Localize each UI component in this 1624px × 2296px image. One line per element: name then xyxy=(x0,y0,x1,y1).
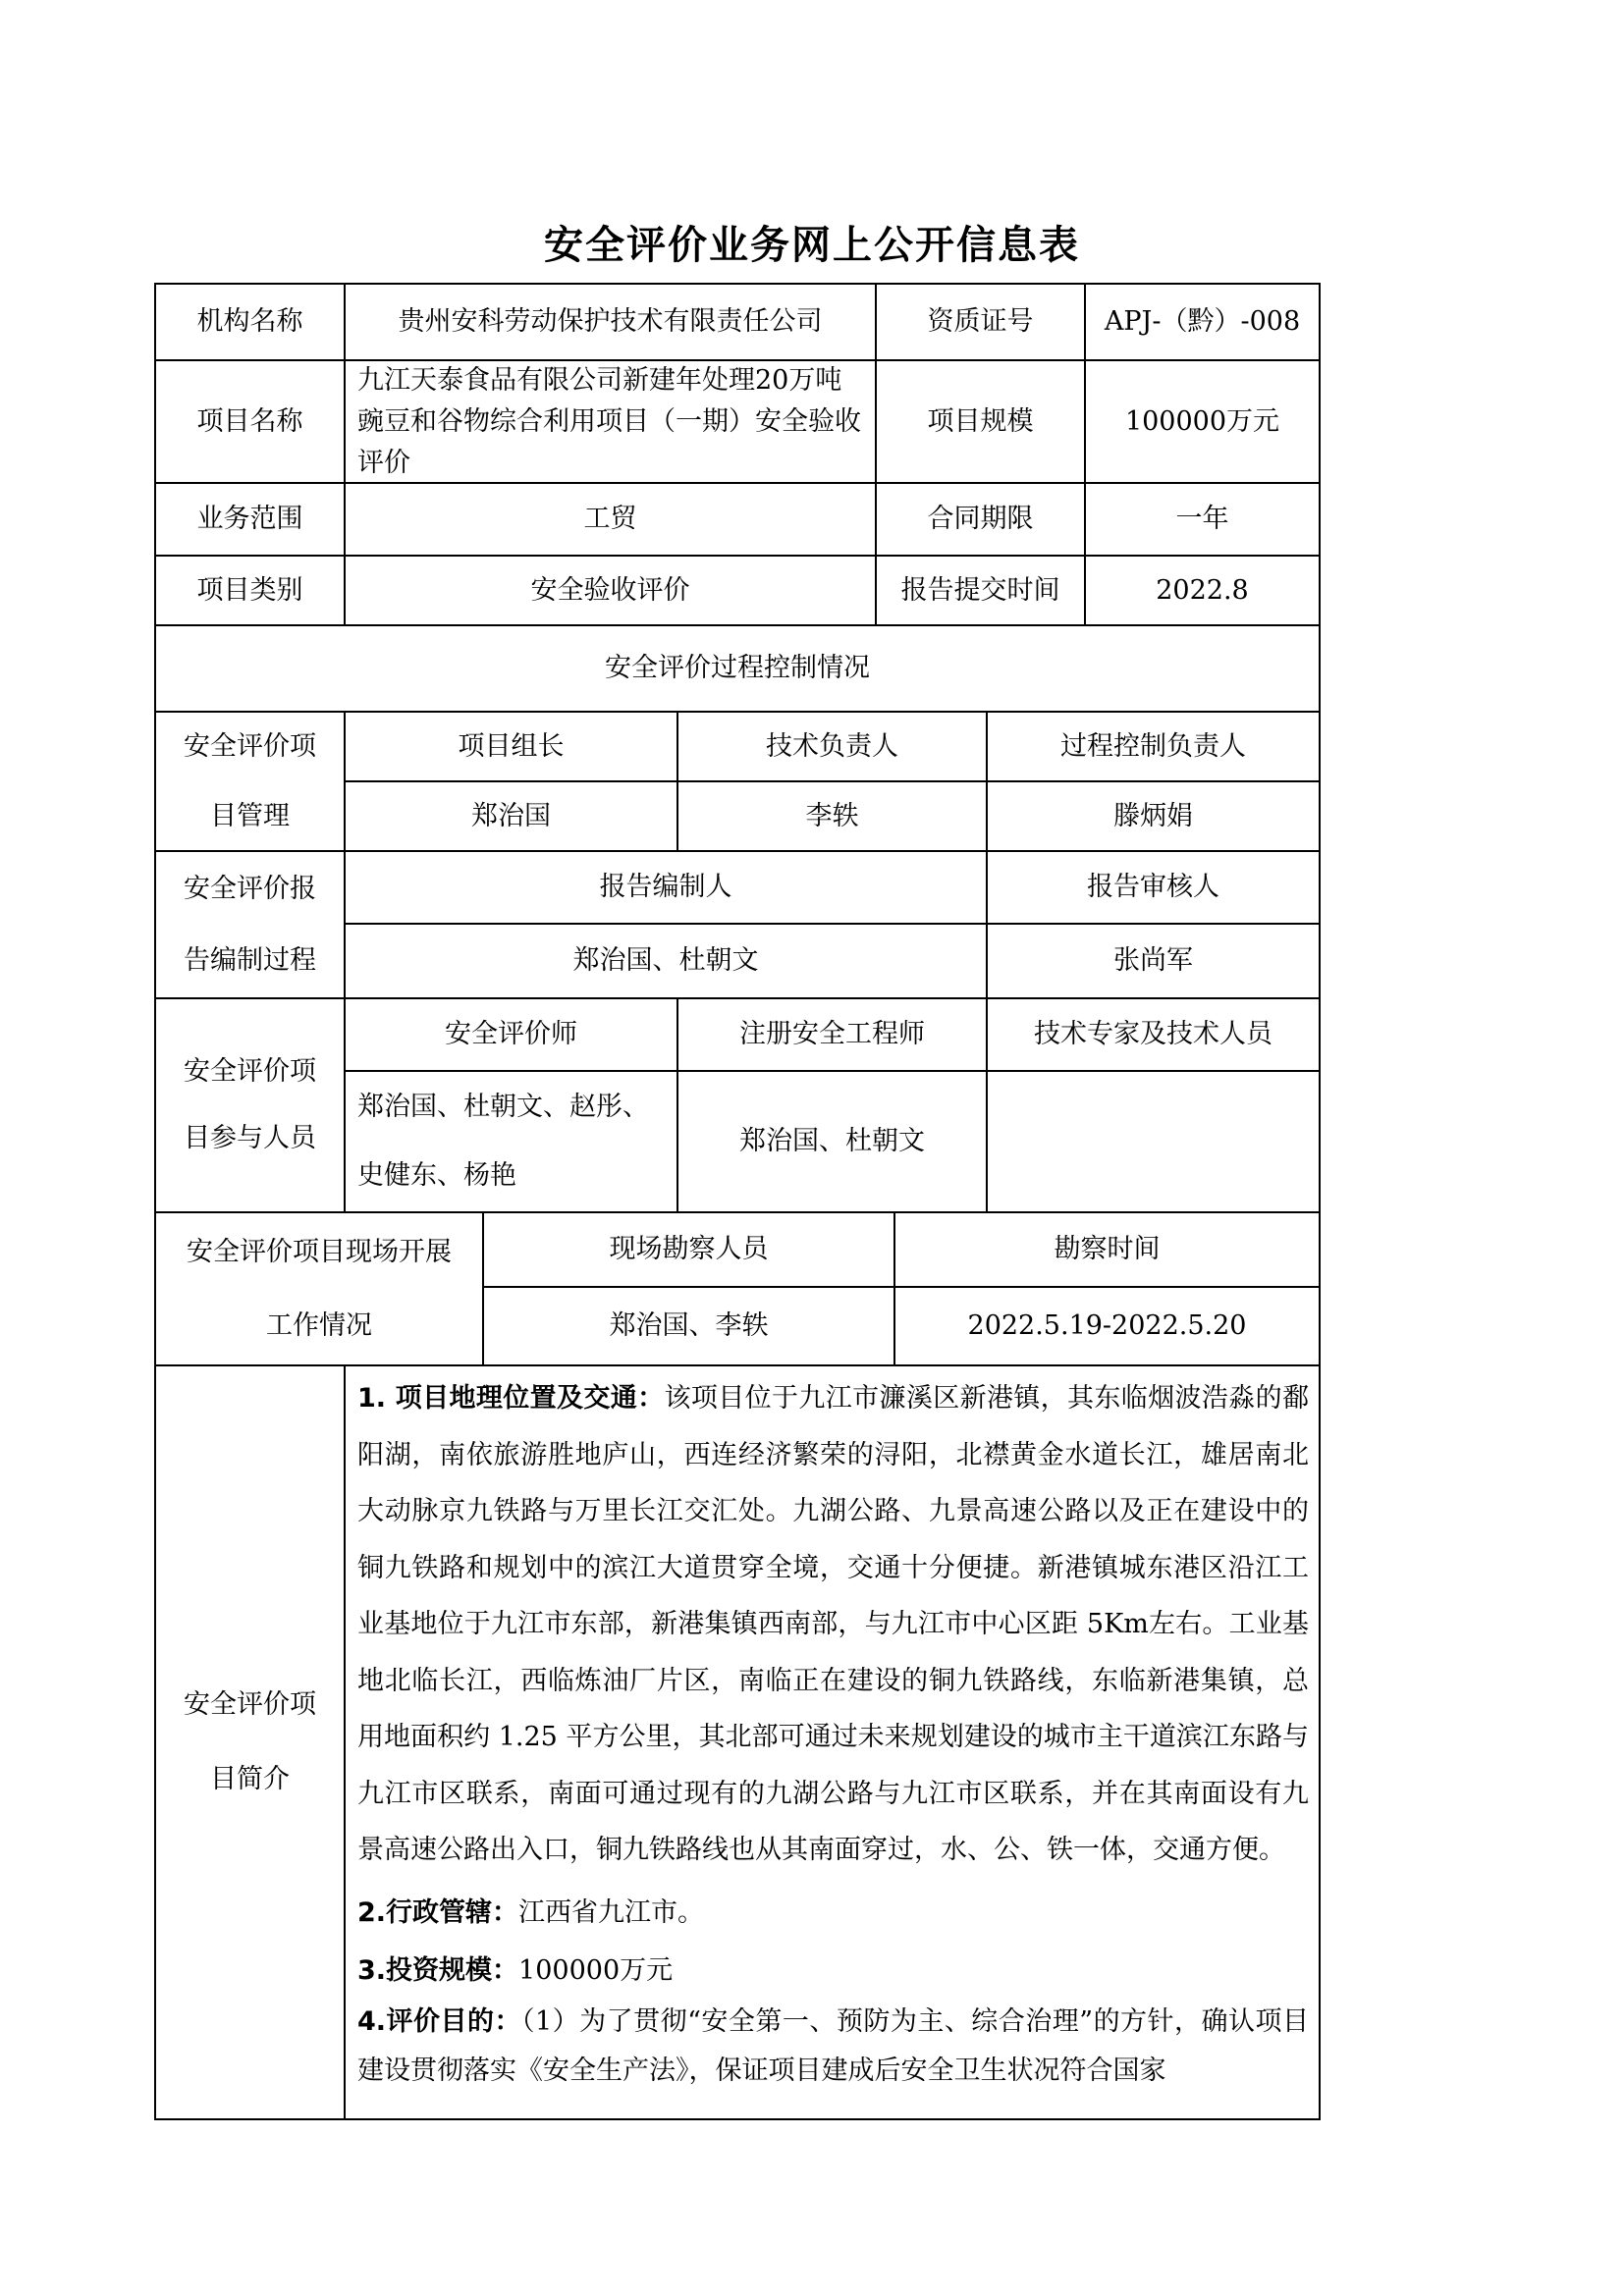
report-author-value-text: 郑治国、杜朝文 xyxy=(572,945,759,976)
site-survey-time-header-text: 勘察时间 xyxy=(1054,1234,1161,1264)
project-name-label xyxy=(154,359,346,484)
project-scale-value-text: 100000万元 xyxy=(1124,405,1280,437)
intro-label-text: 安全评价项目简介 xyxy=(184,1689,316,1794)
report-time-value xyxy=(1084,555,1321,626)
report-author-value xyxy=(344,923,988,999)
cert-value xyxy=(1084,283,1321,361)
process-control-header-text: 安全评价过程控制情况 xyxy=(605,653,870,683)
project-category-value xyxy=(344,555,877,626)
project-scale-label-text: 项目规模 xyxy=(927,405,1034,437)
intro-content xyxy=(344,1364,1321,2120)
management-value-leader xyxy=(344,780,678,852)
participants-header-assessor-text: 安全评价师 xyxy=(445,1019,577,1049)
project-name-label-text: 项目名称 xyxy=(196,405,303,437)
project-category-value-text: 安全验收评价 xyxy=(530,574,690,606)
participants-value-engineer-text: 郑治国、杜朝文 xyxy=(739,1126,925,1156)
project-scale-value xyxy=(1084,359,1321,484)
contract-term-value-text: 一年 xyxy=(1175,504,1229,534)
intro-item-purpose-heading: 4.评价目的： xyxy=(357,2006,521,2037)
participants-value-assessor-text: 郑治国、杜朝文、赵彤、史健东、杨艳 xyxy=(357,1092,649,1191)
contract-term-label xyxy=(875,482,1086,557)
participants-header-assessor xyxy=(344,997,678,1072)
management-header-leader xyxy=(344,711,678,782)
site-work-label xyxy=(154,1211,484,1366)
management-header-tech-text: 技术负责人 xyxy=(766,730,898,762)
site-survey-staff-header-text: 现场勘察人员 xyxy=(609,1234,769,1264)
report-reviewer-header xyxy=(986,850,1321,925)
participants-header-engineer-text: 注册安全工程师 xyxy=(739,1019,925,1049)
participants-value-assessor xyxy=(344,1070,678,1213)
intro-item-admin-text: 江西省九江市。 xyxy=(518,1896,705,1928)
report-reviewer-value xyxy=(986,923,1321,999)
business-scope-value xyxy=(344,482,877,557)
intro-item-purpose-text: （1）为了贯彻“安全第一、预防为主、综合治理”的方针，确认项目建设贯彻落实《安全生产法》，保证项目建成后安全卫生状况符合国家 xyxy=(357,2006,1309,2086)
report-author-header-text: 报告编制人 xyxy=(599,872,732,902)
participants-label-text: 安全评价项目参与人员 xyxy=(184,1056,316,1153)
process-control-header xyxy=(154,624,1321,713)
intro-item-investment xyxy=(357,1945,1309,1998)
business-scope-label-text: 业务范围 xyxy=(196,504,303,534)
intro-label xyxy=(154,1364,346,2120)
report-time-value-text: 2022.8 xyxy=(1156,574,1249,606)
intro-item-investment-heading: 3.投资规模： xyxy=(357,1955,519,1986)
participants-header-experts xyxy=(986,997,1321,1072)
management-label-text: 安全评价项目管理 xyxy=(184,731,316,831)
site-survey-time-value-text: 2022.5.19-2022.5.20 xyxy=(967,1310,1247,1341)
report-process-label-text: 安全评价报告编制过程 xyxy=(184,874,316,976)
business-scope-value-text: 工贸 xyxy=(583,504,637,534)
management-header-process-text: 过程控制负责人 xyxy=(1060,730,1246,762)
intro-item-location-text: 该项目位于九江市濂溪区新港镇，其东临烟波浩淼的鄱阳湖，南依旅游胜地庐山，西连经济繁荣的浔阳，北襟黄金水道长江，雄居南北大动脉京九铁路与万里长江交汇处。九湖公路、九景高速公路以及正在建设中的铜九铁路和规划中的滨江大道贯穿全境，交通十分便捷。新港镇城东港区沿江工业基地位于九江市东部，新港集镇西南部，与九江市中心区距 5Km左右。工业基地北临长江，西临炼油厂片区，南临正在建设的铜九铁路线，东临新港集镇，总用地面积约 1.25 平方公里，其北部可通过未来规划建设的城市主干道滨江东路与九江市区联系，南面可通过现有的九湖公路与九江市区联系，并在其南面设有九景高速公路出入口，铜九铁路线也从其南面穿过，水、公、铁一体，交通方便。 xyxy=(357,1383,1310,1865)
participants-label xyxy=(154,997,346,1213)
management-value-tech-text: 李轶 xyxy=(805,800,859,831)
management-header-process xyxy=(986,711,1321,782)
project-name-value-text: 九江天泰食品有限公司新建年处理20万吨豌豆和谷物综合利用项目（一期）安全验收评价 xyxy=(357,364,861,478)
report-author-header xyxy=(344,850,988,925)
cert-value-text: APJ-（黔）-008 xyxy=(1104,306,1301,337)
participants-header-experts-text: 技术专家及技术人员 xyxy=(1034,1019,1272,1049)
management-value-process xyxy=(986,780,1321,852)
management-header-leader-text: 项目组长 xyxy=(458,730,565,762)
report-process-label xyxy=(154,850,346,999)
project-category-label-text: 项目类别 xyxy=(196,574,303,606)
participants-value-engineer xyxy=(677,1070,988,1213)
participants-header-engineer xyxy=(677,997,988,1072)
contract-term-label-text: 合同期限 xyxy=(927,504,1034,534)
site-survey-staff-value xyxy=(482,1286,895,1366)
site-survey-staff-header xyxy=(482,1211,895,1288)
org-name-value-text: 贵州安科劳动保护技术有限责任公司 xyxy=(398,306,823,337)
project-category-label xyxy=(154,555,346,626)
page-title: 安全评价业务网上公开信息表 xyxy=(544,223,1080,268)
management-value-leader-text: 郑治国 xyxy=(471,800,551,831)
org-name-value xyxy=(344,283,877,361)
report-time-label-text: 报告提交时间 xyxy=(900,574,1060,606)
management-label xyxy=(154,711,346,852)
site-work-label-text: 安全评价项目现场开展工作情况 xyxy=(187,1237,452,1341)
intro-item-investment-text: 100000万元 xyxy=(518,1955,674,1986)
report-time-label xyxy=(875,555,1086,626)
org-name-label xyxy=(154,283,346,361)
cert-label-text: 资质证号 xyxy=(927,306,1034,337)
report-reviewer-header-text: 报告审核人 xyxy=(1087,872,1219,902)
cert-label xyxy=(875,283,1086,361)
intro-item-location-heading: 1. 项目地理位置及交通： xyxy=(357,1383,665,1414)
management-value-process-text: 滕炳娟 xyxy=(1113,800,1193,831)
contract-term-value xyxy=(1084,482,1321,557)
report-reviewer-value-text: 张尚军 xyxy=(1113,945,1193,976)
site-survey-staff-value-text: 郑治国、李轶 xyxy=(609,1310,769,1341)
intro-item-admin xyxy=(357,1885,1309,1942)
intro-item-purpose xyxy=(357,1998,1309,2096)
business-scope-label xyxy=(154,482,346,557)
intro-item-admin-heading: 2.行政管辖： xyxy=(357,1896,519,1928)
project-scale-label xyxy=(875,359,1086,484)
management-value-tech xyxy=(677,780,988,852)
site-survey-time-header xyxy=(893,1211,1321,1288)
org-name-label-text: 机构名称 xyxy=(196,306,303,337)
intro-item-location xyxy=(357,1370,1309,1879)
site-survey-time-value xyxy=(893,1286,1321,1366)
project-name-value xyxy=(344,359,877,484)
participants-value-experts xyxy=(986,1070,1321,1213)
management-header-tech xyxy=(677,711,988,782)
